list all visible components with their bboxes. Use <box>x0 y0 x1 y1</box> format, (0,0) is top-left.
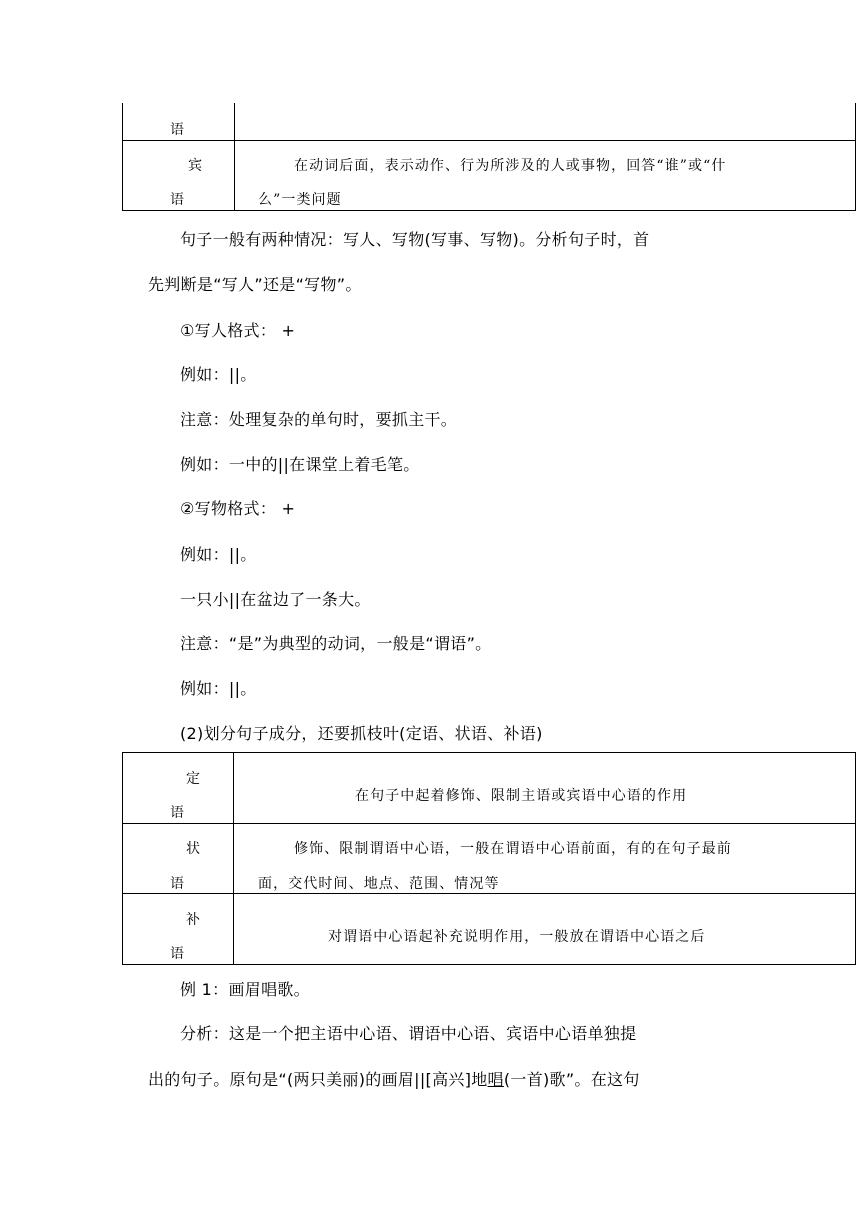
table-2-row-2-label-bottom: 语 <box>170 876 184 892</box>
table-2 <box>122 752 856 965</box>
table-2-row-2-label-top: 状 <box>186 841 200 857</box>
table-1-row-2-label-bottom: 语 <box>170 192 184 208</box>
table-2-row-1-content: 在句子中起着修饰、限制主语或宾语中心语的作用 <box>355 788 688 804</box>
analysis-line-2-part-a: 出的句子。原句是“(两只美丽)的画眉||[高兴]地 <box>148 1070 488 1089</box>
analysis-line-2-part-b: (一首)歌”。在这句 <box>503 1070 640 1089</box>
analysis-line-2 <box>148 1067 640 1090</box>
table-2-row-3-label-bottom: 语 <box>170 946 184 962</box>
analysis-line-1: 分析：这是一个把主语中心语、谓语中心语、宾语中心语单独提 <box>180 1024 637 1043</box>
table-1-row-2-content-line2: 么”一类问题 <box>258 192 342 208</box>
table-1-row-2-content-line1: 在动词后面，表示动作、行为所涉及的人或事物，回答“谁”或“什 <box>294 158 727 174</box>
paragraph-2: ①写人格式： + <box>180 321 296 340</box>
table-2-row-2-content-line1: 修饰、限制谓语中心语，一般在谓语中心语前面，有的在句子最前 <box>294 841 732 857</box>
analysis-line-2-underlined: 唱 <box>487 1070 504 1089</box>
paragraph-4: 注意：处理复杂的单句时，要抓主干。 <box>180 410 458 429</box>
table-2-row-2-content-line2: 面，交代时间、地点、范围、情况等 <box>258 876 500 892</box>
table-2-row-3-label-top: 补 <box>186 912 200 928</box>
table-1-row-2-label-top: 宾 <box>188 158 202 174</box>
paragraph-3: 例如：||。 <box>180 365 257 384</box>
table-2-row-3-content: 对谓语中心语起补充说明作用，一般放在谓语中心语之后 <box>328 929 706 945</box>
paragraph-11: (2)划分句子成分，还要抓枝叶(定语、状语、补语) <box>180 724 543 743</box>
paragraph-1-line-2: 先判断是“写人”还是“写物”。 <box>148 275 362 294</box>
paragraph-8: 一只小||在盆边了一条大。 <box>180 590 371 609</box>
table-1 <box>122 103 856 211</box>
example-1: 例 1：画眉唱歌。 <box>180 980 310 999</box>
paragraph-5: 例如：一中的||在课堂上着毛笔。 <box>180 455 420 474</box>
table-2-row-1-label-bottom: 语 <box>170 805 184 821</box>
paragraph-10: 例如：||。 <box>180 679 257 698</box>
table-2-row-1-label-top: 定 <box>186 771 200 787</box>
paragraph-1-line-1: 句子一般有两种情况：写人、写物(写事、写物)。分析句子时，首 <box>180 230 650 249</box>
paragraph-6: ②写物格式： + <box>180 499 296 518</box>
paragraph-7: 例如：||。 <box>180 545 257 564</box>
paragraph-9: 注意：“是”为典型的动词，一般是“谓语”。 <box>180 634 492 653</box>
table-1-row-1-label: 语 <box>170 122 184 138</box>
